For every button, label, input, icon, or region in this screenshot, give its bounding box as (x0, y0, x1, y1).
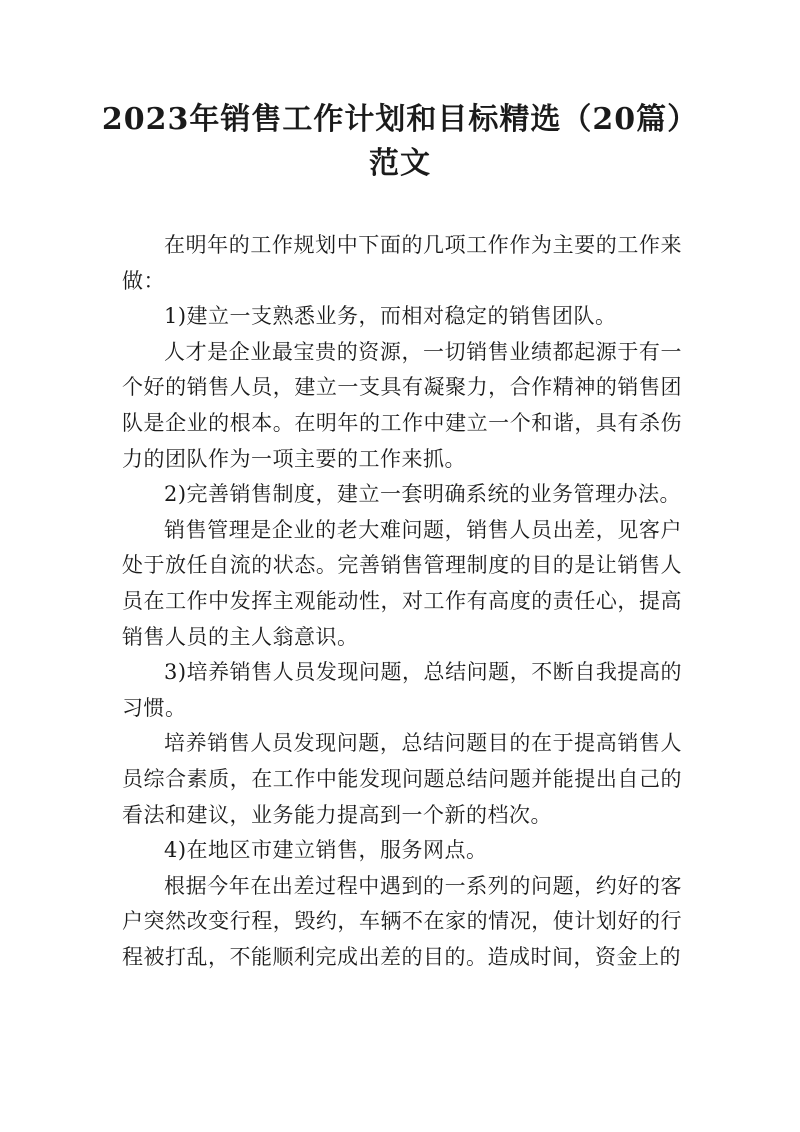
paragraph-point-2-body: 销售管理是企业的老大难问题，销售人员出差，见客户处于放任自流的状态。完善销售管理制度的目的是让销售人员在工作中发挥主观能动性，对工作有高度的责任心，提高销售人员的主人翁意识。 (122, 517, 682, 649)
paragraph-intro: 在明年的工作规划中下面的几项工作作为主要的工作来做： (122, 233, 682, 293)
paragraph-point-1-body: 人才是企业最宝贵的资源，一切销售业绩都起源于有一个好的销售人员，建立一支具有凝聚力，合作精神的销售团队是企业的根本。在明年的工作中建立一个和谐，具有杀伤力的团队作为一项主要的工作来抓。 (122, 339, 682, 471)
document-body (122, 228, 682, 975)
paragraph-point-3-body: 培养销售人员发现问题，总结问题目的在于提高销售人员综合素质，在工作中能发现问题总结问题并能提出自己的看法和建议，业务能力提高到一个新的档次。 (122, 731, 682, 827)
paragraph-point-2-heading: 2)完善销售制度，建立一套明确系统的业务管理办法。 (164, 482, 682, 507)
paragraph-point-4-body: 根据今年在出差过程中遇到的一系列的问题，约好的客户突然改变行程，毁约，车辆不在家的情况，使计划好的行程被打乱，不能顺利完成出差的目的。造成时间，资金上的 (122, 873, 682, 969)
paragraph-point-4-heading: 4)在地区市建立销售，服务网点。 (164, 838, 488, 863)
paragraph-point-3-heading: 3)培养销售人员发现问题，总结问题，不断自我提高的习惯。 (122, 660, 682, 720)
document-title-line-2: 范文 (369, 146, 431, 181)
document-title-line-1: 2023年销售工作计划和目标精选（20篇） (101, 102, 699, 137)
paragraph-point-1-heading: 1)建立一支熟悉业务，而相对稳定的销售团队。 (164, 304, 617, 329)
